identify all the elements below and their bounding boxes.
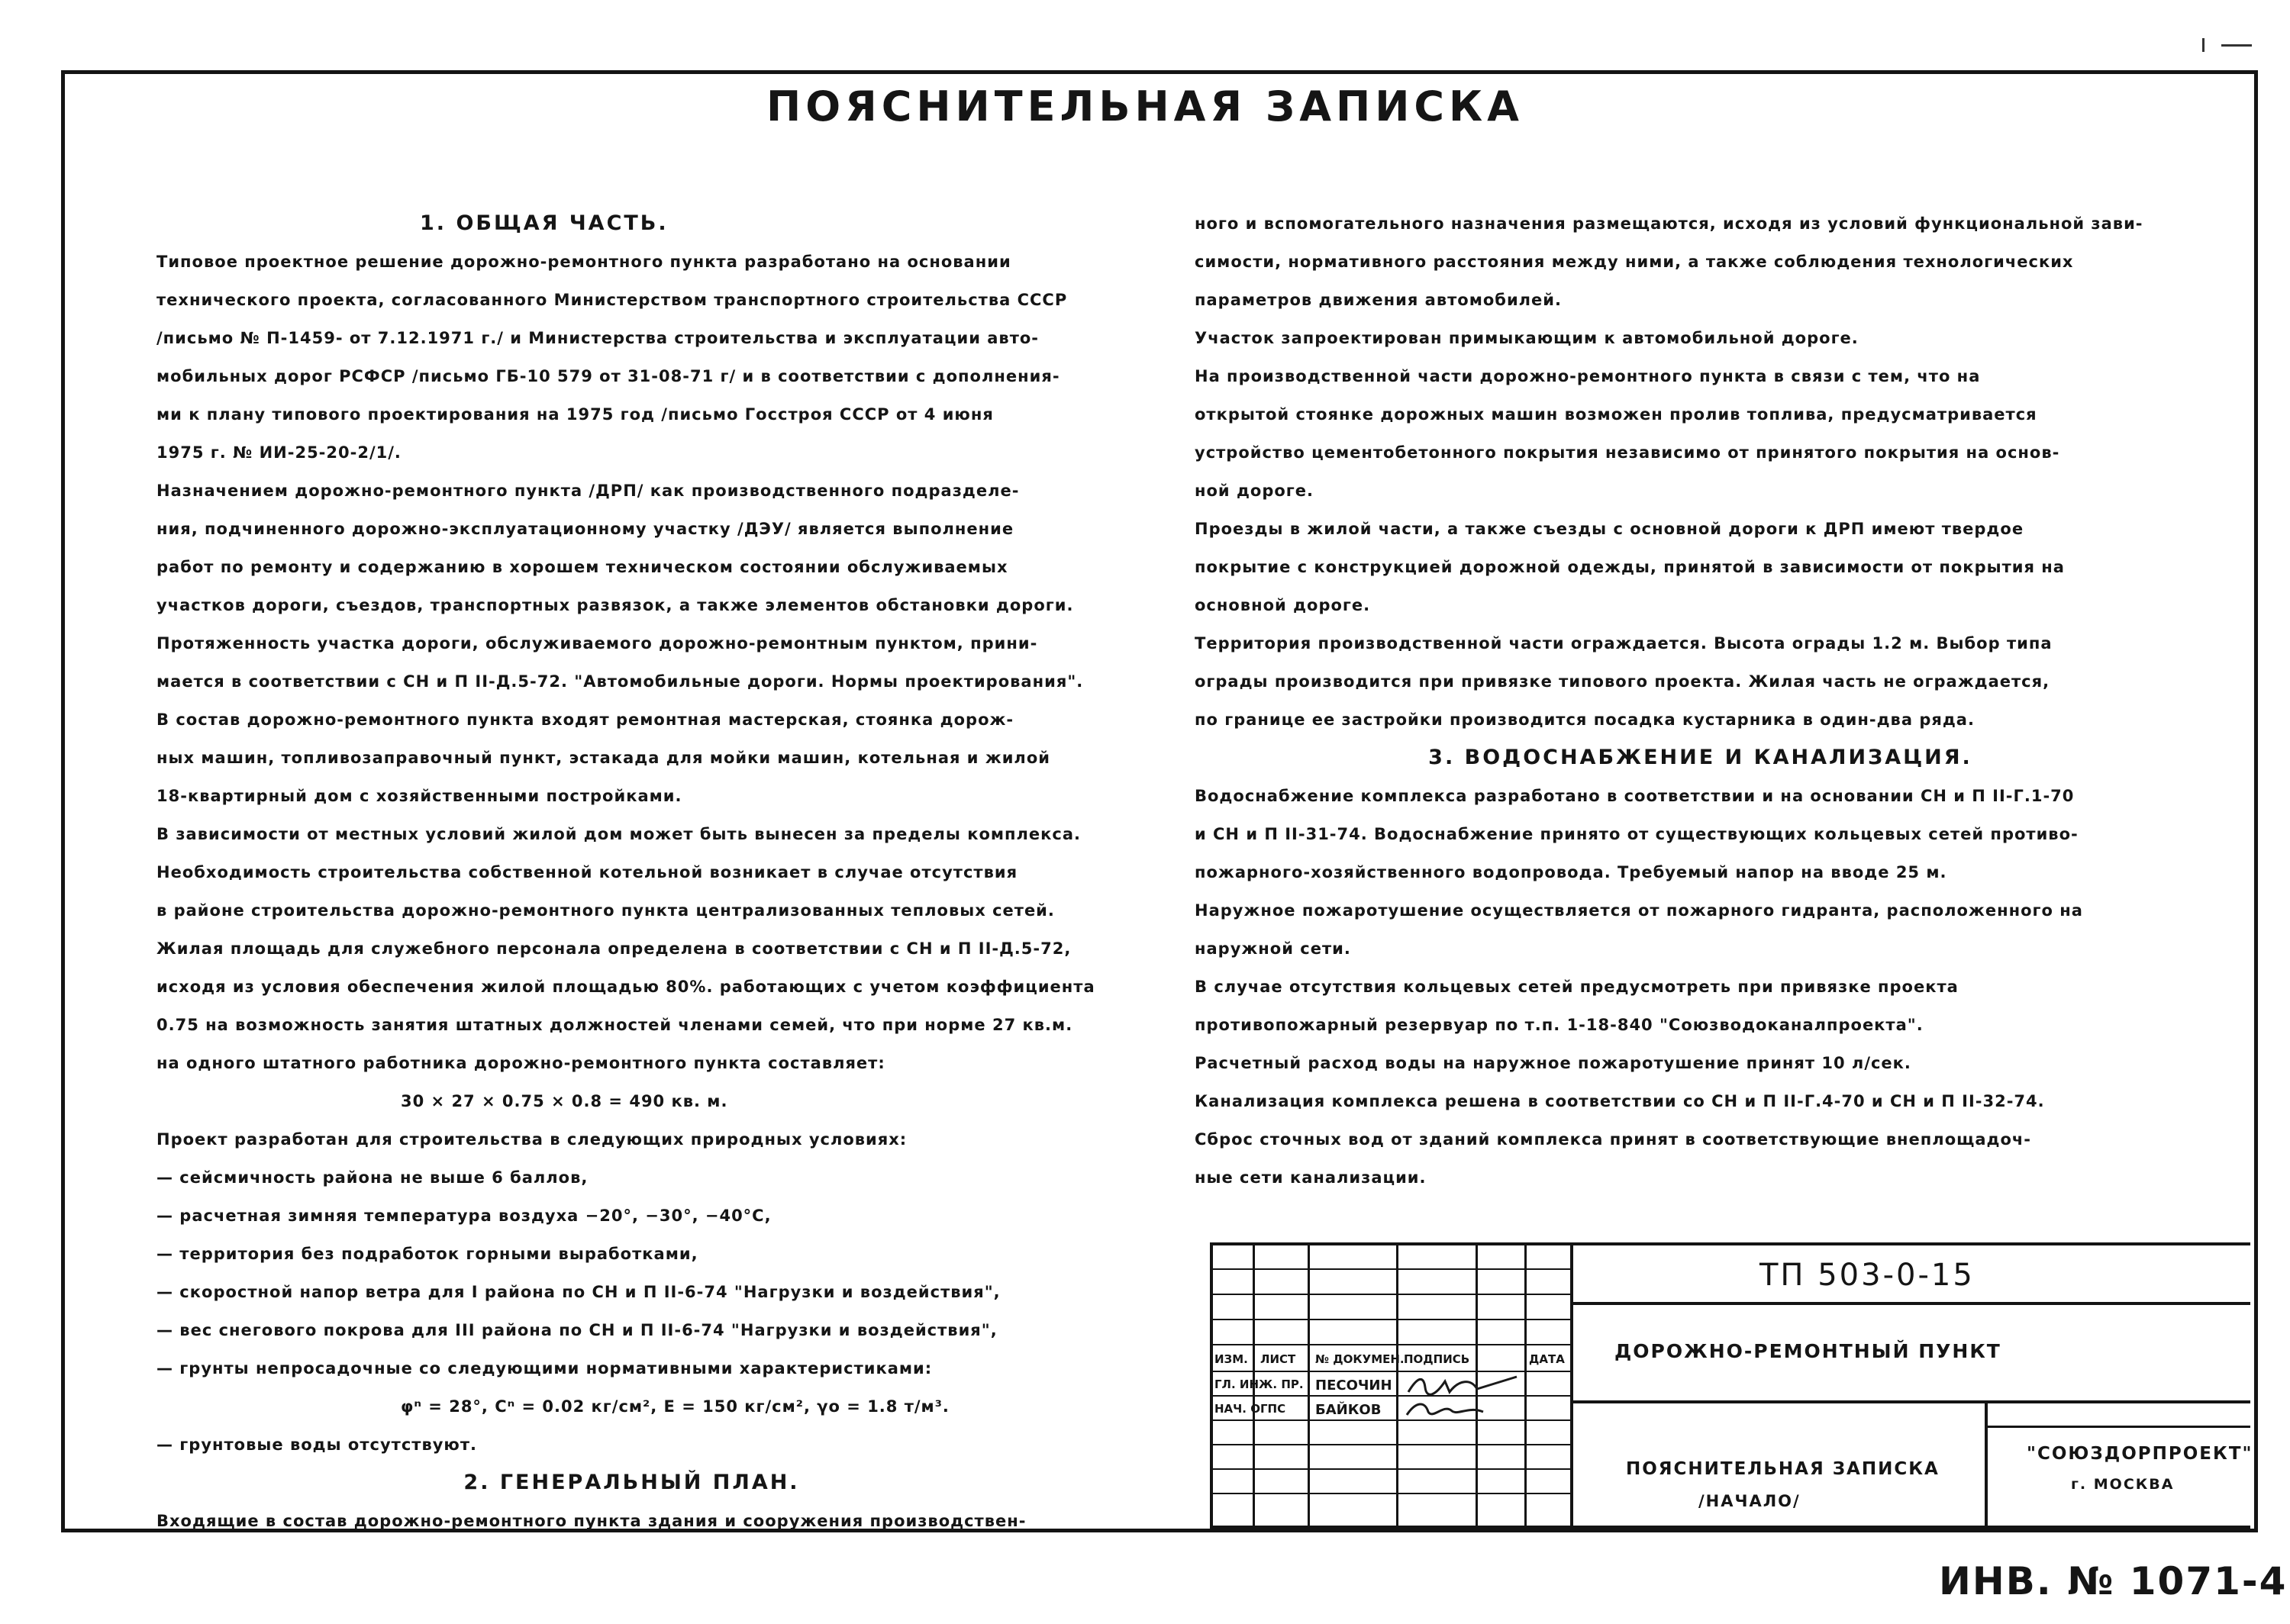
stamp-line — [1985, 1426, 2250, 1428]
paragraph-line: технического проекта, согласованного Министерством транспортного строительства СССР — [156, 291, 1068, 309]
stamp-line — [1210, 1268, 1570, 1270]
paragraph-line: Канализация комплекса решена в соответствии со СН и П II-Г.4-70 и СН и П II-32-74. — [1195, 1092, 2045, 1110]
paragraph-line: ных машин, топливозаправочный пункт, эстакада для мойки машин, котельная и жилой — [156, 749, 1050, 767]
stamp-line — [1210, 1242, 2250, 1245]
paragraph-line: В случае отсутствия кольцевых сетей предусмотреть при привязке проекта — [1195, 978, 1959, 996]
stamp-name-2: БАЙКОВ — [1315, 1402, 1382, 1418]
paragraph-line: наружной сети. — [1195, 939, 1351, 958]
paragraph-line: пожарного-хозяйственного водопровода. Требуемый напор на вводе 25 м. — [1195, 863, 1947, 881]
list-item: — вес снегового покрова для III района по СН и П II-6-74 "Нагрузки и воздействия", — [156, 1321, 998, 1339]
section-heading-master-plan: 2. ГЕНЕРАЛЬНЫЙ ПЛАН. — [463, 1471, 800, 1494]
stamp-role-chief-engineer: ГЛ. ИНЖ. ПР. — [1214, 1378, 1304, 1391]
paragraph-line: ной дороге. — [1195, 482, 1314, 500]
signature-2 — [1402, 1398, 1494, 1421]
paragraph-line: Необходимость строительства собственной котельной возникает в случае отсутствия — [156, 863, 1018, 881]
stamp-line — [1210, 1242, 1213, 1529]
paragraph-line: Наружное пожаротушение осуществляется от пожарного гидранта, расположенного на — [1195, 901, 2083, 920]
paragraph-line: по границе ее застройки производится посадка кустарника в один-два ряда. — [1195, 710, 1975, 729]
corner-mark — [2221, 44, 2252, 47]
paragraph-line: на одного штатного работника дорожно-ремонтного пункта составляет: — [156, 1054, 885, 1072]
paragraph-line: участков дороги, съездов, транспортных развязок, а также элементов обстановки дороги. — [156, 596, 1074, 614]
project-code: ТП 503-0-15 — [1759, 1258, 1975, 1293]
title-block — [1210, 1242, 2253, 1529]
stamp-header-signature: ПОДПИСЬ — [1404, 1352, 1470, 1366]
paragraph-line: Расчетный расход воды на наружное пожаротушение принят 10 л/сек. — [1195, 1054, 1911, 1072]
paragraph-line: противопожарный резервуар по т.п. 1-18-840 "Союзводоканалпроекта". — [1195, 1016, 1924, 1034]
paragraph-line: мобильных дорог РСФСР /письмо ГБ-10 579 от 31-08-71 г/ и в соответствии с дополнения- — [156, 367, 1060, 385]
paragraph-line: /письмо № П-1459- от 7.12.1971 г./ и Министерства строительства и эксплуатации авто- — [156, 329, 1040, 347]
paragraph-line: ния, подчиненного дорожно-эксплуатационному участку /ДЭУ/ является выполнение — [156, 520, 1014, 538]
stamp-line — [1985, 1400, 1988, 1529]
stamp-line — [1396, 1242, 1398, 1529]
paragraph-line: ного и вспомогательного назначения размещаются, исходя из условий функциональной зави- — [1195, 214, 2143, 233]
paragraph-line: 18-квартирный дом с хозяйственными постройками. — [156, 787, 682, 805]
formula-line: φⁿ = 28°, Cⁿ = 0.02 кг/см², E = 150 кг/см², γо = 1.8 т/м³. — [401, 1397, 950, 1416]
paragraph-line: Территория производственной части ограждается. Высота ограды 1.2 м. Выбор типа — [1195, 634, 2053, 652]
stamp-header-izm: ИЗМ. — [1214, 1352, 1248, 1366]
stamp-header-date: ДАТА — [1529, 1352, 1565, 1366]
paragraph-line: исходя из условия обеспечения жилой площадью 80%. работающих с учетом коэффициента — [156, 978, 1095, 996]
paragraph-line: покрытие с конструкцией дорожной одежды, принятой в зависимости от покрытия на — [1195, 558, 2065, 576]
paragraph-line: симости, нормативного расстояния между ними, а также соблюдения технологических — [1195, 253, 2074, 271]
list-item: — расчетная зимняя температура воздуха −20°, −30°, −40°С, — [156, 1207, 772, 1225]
organization-city: г. МОСКВА — [2071, 1476, 2175, 1493]
stamp-line — [1210, 1294, 1570, 1295]
stamp-line — [1570, 1242, 1573, 1529]
list-item: — скоростной напор ветра для I района по СН и П II-6-74 "Нагрузки и воздействия", — [156, 1283, 1001, 1301]
stamp-line — [1308, 1242, 1310, 1529]
paragraph-line: Входящие в состав дорожно-ремонтного пункта здания и сооружения производствен- — [156, 1512, 1027, 1530]
stamp-line — [1210, 1526, 2250, 1529]
corner-mark-vertical — [2202, 38, 2205, 52]
stamp-line — [1210, 1319, 1570, 1320]
organization-name: "СОЮЗДОРПРОЕКТ" — [2027, 1444, 2253, 1464]
paragraph-line: 1975 г. № ИИ-25-20-2/1/. — [156, 443, 402, 462]
paragraph-line: Типовое проектное решение дорожно-ремонтного пункта разработано на основании — [156, 253, 1011, 271]
paragraph-line: ми к плану типового проектирования на 1975 год /письмо Госстроя СССР от 4 июня — [156, 405, 994, 424]
project-name: ДОРОЖНО-РЕМОНТНЫЙ ПУНКТ — [1614, 1340, 2001, 1362]
paragraph-line: Сброс сточных вод от зданий комплекса принят в соответствующие внеплощадоч- — [1195, 1130, 2032, 1149]
formula-line: 30 × 27 × 0.75 × 0.8 = 490 кв. м. — [401, 1092, 728, 1110]
right-column — [1195, 205, 2206, 1197]
paragraph-line: Водоснабжение комплекса разработано в соответствии и на основании СН и П II-Г.1-70 — [1195, 787, 2075, 805]
stamp-line — [1210, 1493, 1570, 1494]
list-item: — грунты непросадочные со следующими нормативными характеристиками: — [156, 1359, 933, 1378]
paragraph-line: Назначением дорожно-ремонтного пункта /ДРП/ как производственного подразделе- — [156, 482, 1020, 500]
paragraph-line: устройство цементобетонного покрытия независимо от принятого покрытия на основ- — [1195, 443, 2060, 462]
paragraph-line: основной дороге. — [1195, 596, 1371, 614]
paragraph-line: мается в соответствии с СН и П II-Д.5-72. "Автомобильные дороги. Нормы проектирования". — [156, 672, 1084, 691]
list-item: — сейсмичность района не выше 6 баллов, — [156, 1168, 589, 1187]
paragraph-line: и СН и П II-31-74. Водоснабжение принято от существующих кольцевых сетей противо- — [1195, 825, 2079, 843]
stamp-line — [1210, 1468, 1570, 1470]
stamp-header-doc: № ДОКУМЕН. — [1315, 1352, 1405, 1366]
paragraph-line: 0.75 на возможность занятия штатных должностей членами семей, что при норме 27 кв.м. — [156, 1016, 1073, 1034]
page-title: ПОЯСНИТЕЛЬНАЯ ЗАПИСКА — [766, 82, 1524, 130]
section-heading-general: 1. ОБЩАЯ ЧАСТЬ. — [420, 211, 669, 235]
stamp-line — [1210, 1419, 1570, 1421]
paragraph-line: ограды производится при привязке типового проекта. Жилая часть не ограждается, — [1195, 672, 2050, 691]
paragraph-line: Участок запроектирован примыкающим к автомобильной дороге. — [1195, 329, 1859, 347]
stamp-header-list: ЛИСТ — [1260, 1352, 1296, 1366]
document-title: ПОЯСНИТЕЛЬНАЯ ЗАПИСКА — [1626, 1459, 1940, 1479]
paragraph-line: открытой стоянке дорожных машин возможен пролив топлива, предусматривается — [1195, 405, 2037, 424]
stamp-line — [1210, 1444, 1570, 1445]
stamp-name-1: ПЕСОЧИН — [1315, 1378, 1392, 1394]
signature-1 — [1402, 1372, 1524, 1398]
paragraph-line: Проект разработан для строительства в следующих природных условиях: — [156, 1130, 908, 1149]
stamp-line — [1524, 1242, 1527, 1529]
stamp-line — [1210, 1344, 1570, 1345]
paragraph-line: в районе строительства дорожно-ремонтного пункта централизованных тепловых сетей. — [156, 901, 1055, 920]
paragraph-line: ные сети канализации. — [1195, 1168, 1427, 1187]
paragraph-line: В состав дорожно-ремонтного пункта входят ремонтная мастерская, стоянка дорож- — [156, 710, 1014, 729]
stamp-line — [1570, 1400, 2250, 1403]
paragraph-line: Проезды в жилой части, а также съезды с основной дороги к ДРП имеют твердое — [1195, 520, 2024, 538]
section-heading-water: 3. ВОДОСНАБЖЕНИЕ И КАНАЛИЗАЦИЯ. — [1428, 746, 1972, 769]
inventory-number: ИНВ. № 1071-4 — [1939, 1559, 2288, 1603]
paragraph-line: параметров движения автомобилей. — [1195, 291, 1562, 309]
stamp-role-head: НАЧ. ОГПС — [1214, 1402, 1286, 1416]
stamp-line — [1570, 1302, 2250, 1305]
left-column — [156, 205, 1107, 1540]
paragraph-line: Жилая площадь для служебного персонала определена в соответствии с СН и П II-Д.5-72, — [156, 939, 1072, 958]
paragraph-line: Протяженность участка дороги, обслуживаемого дорожно-ремонтным пунктом, прини- — [156, 634, 1038, 652]
paragraph-line: В зависимости от местных условий жилой дом может быть вынесен за пределы комплекса. — [156, 825, 1082, 843]
paragraph-line: На производственной части дорожно-ремонтного пункта в связи с тем, что на — [1195, 367, 1981, 385]
list-item: — территория без подработок горными выработками, — [156, 1245, 698, 1263]
list-item: — грунтовые воды отсутствуют. — [156, 1436, 477, 1454]
paragraph-line: работ по ремонту и содержанию в хорошем техническом состоянии обслуживаемых — [156, 558, 1008, 576]
document-subtitle: /НАЧАЛО/ — [1698, 1492, 1801, 1510]
